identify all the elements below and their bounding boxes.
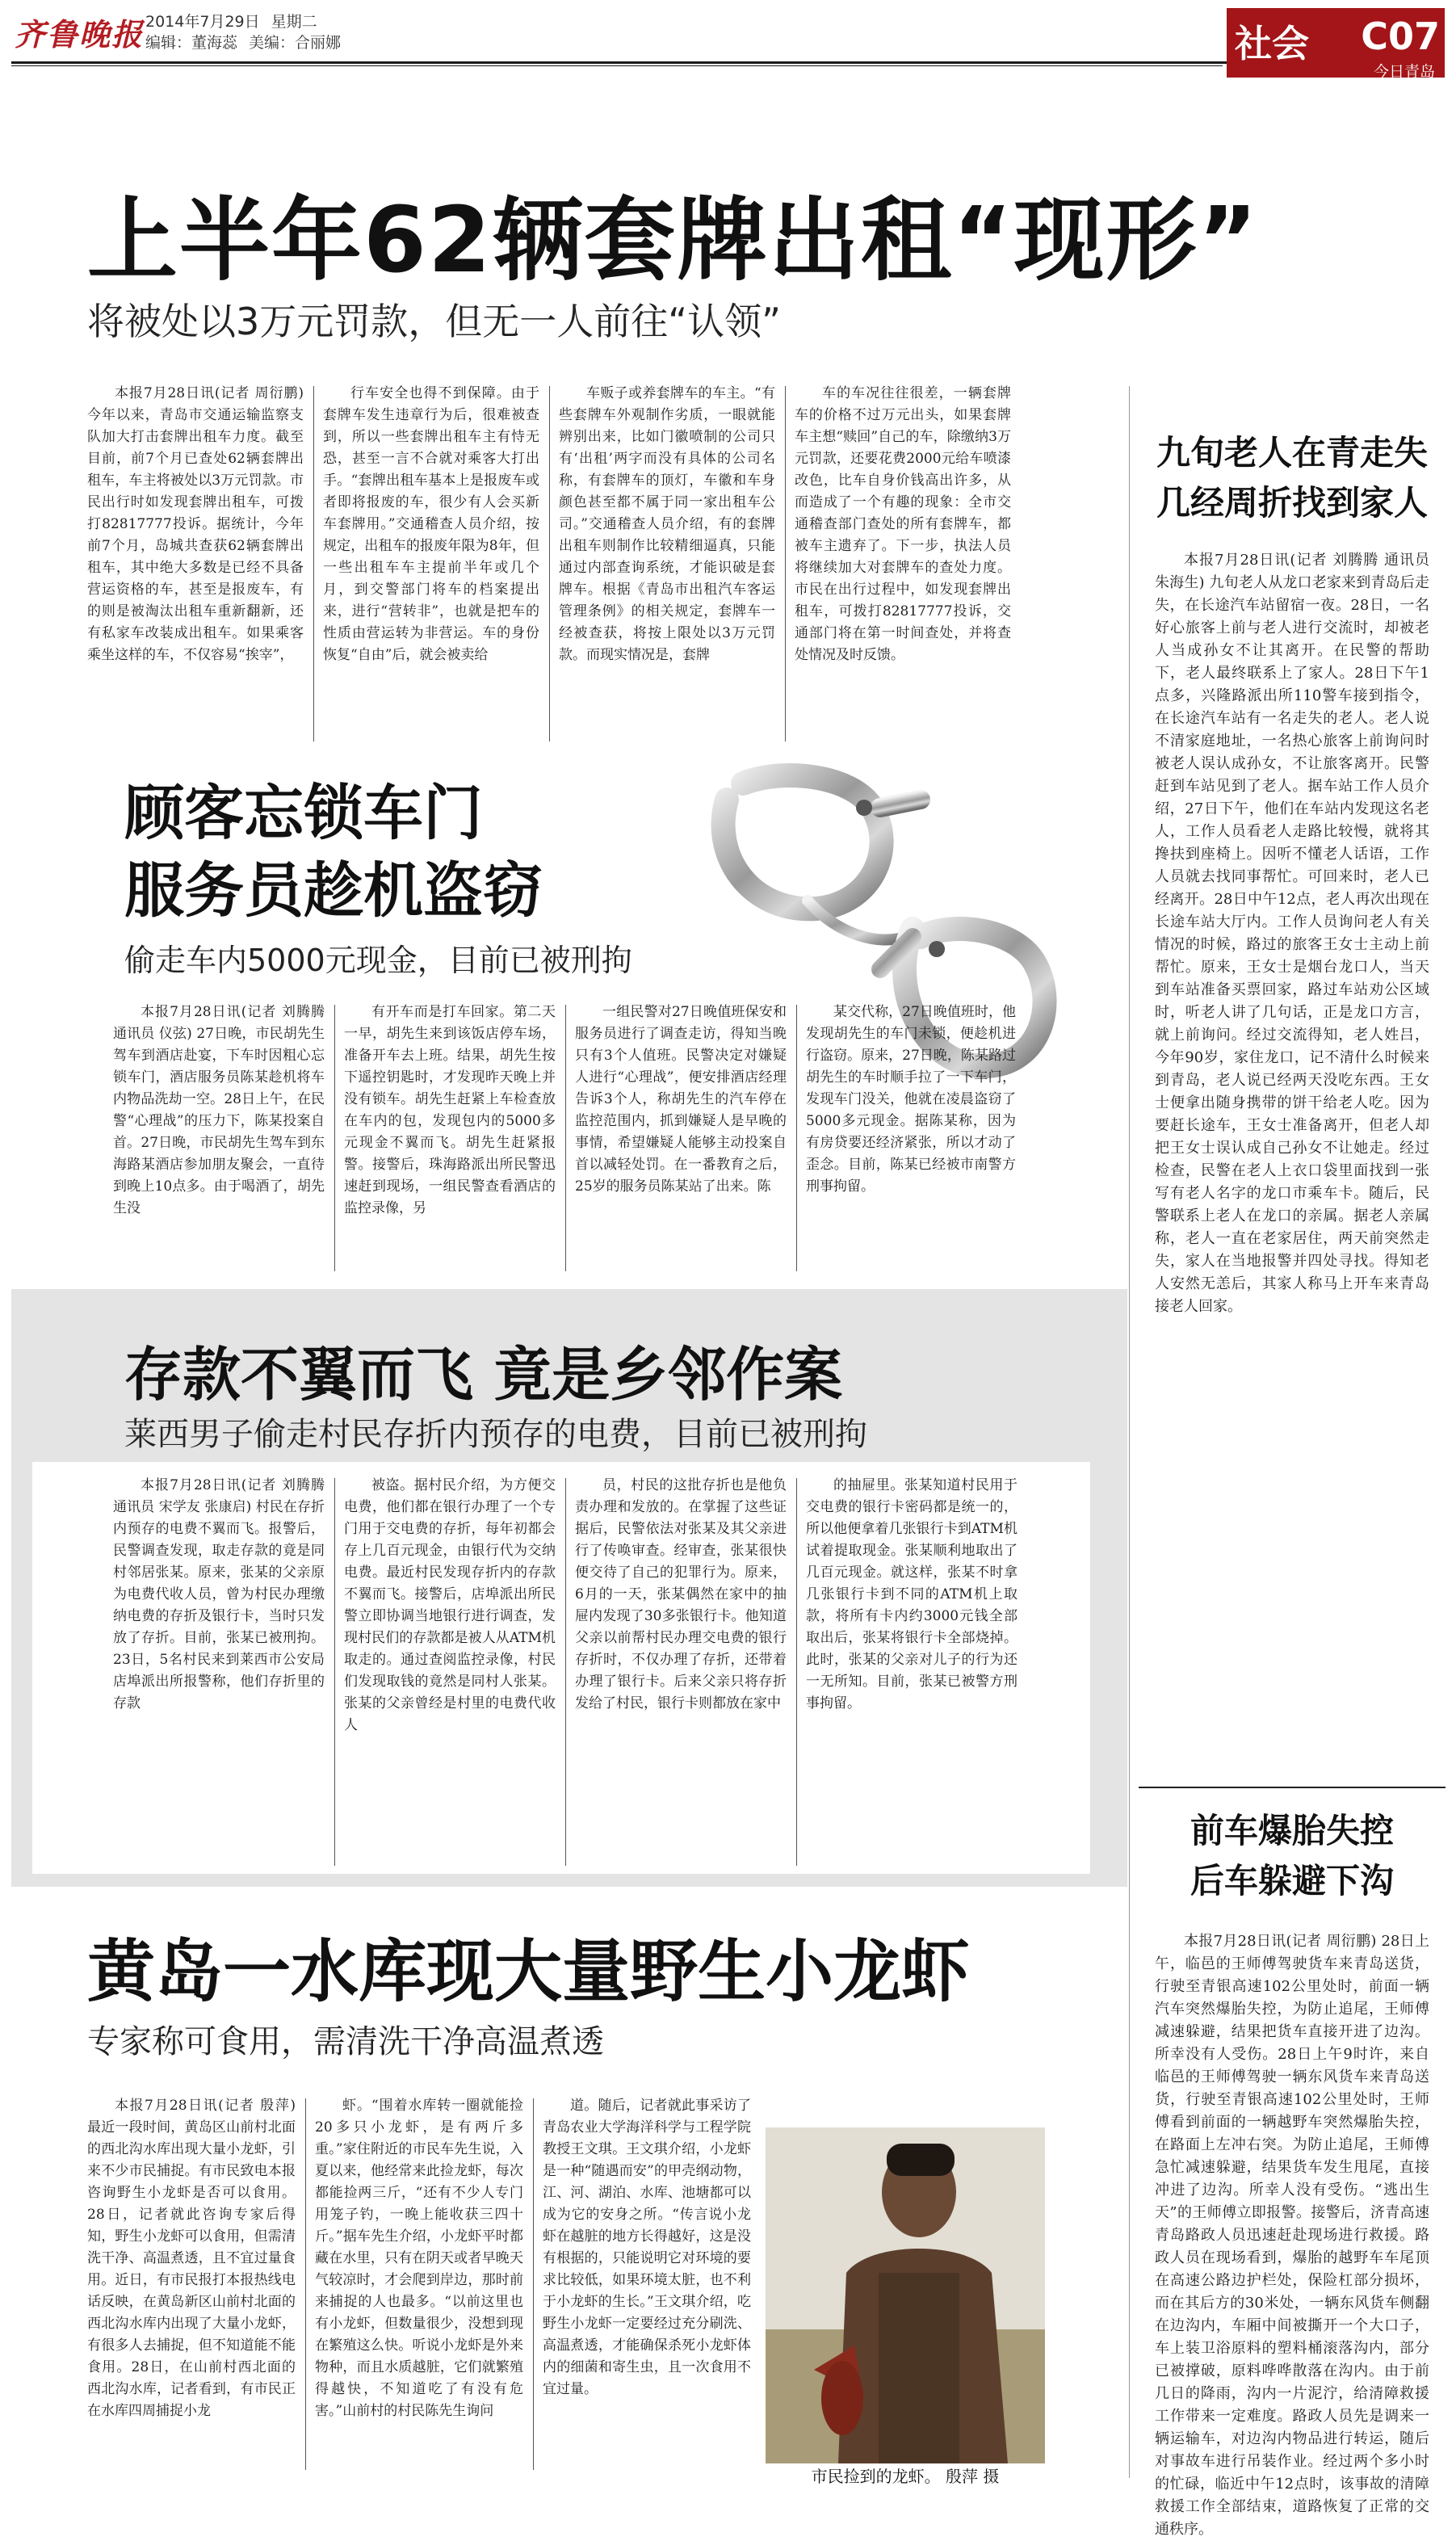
side1-headline-line2: 几经周折找到家人 <box>1156 483 1428 523</box>
article4-headline: 黄岛一水库现大量野生小龙虾 <box>87 1932 970 2011</box>
article2-col1-text: 本报7月28日讯(记者 刘腾腾 通讯员 仪弦) 27日晚，市民胡先生驾车到酒店赴宴，下车时因粗心忘锁车门，酒店服务员陈某趁机将车内物品洗劫一空。28日上午，在民警“心理战”的压力下，陈某投案自首。27日晚，市民胡先生驾车到东海路某酒店参加朋友聚会，一直待到晚上10点多。由于喝酒了，胡先生没 <box>113 1004 325 1216</box>
column-divider <box>334 1478 335 1866</box>
column-divider <box>334 1005 335 1271</box>
article4-col3-text: 道。随后，记者就此事采访了青岛农业大学海洋科学与工程学院教授王文琪。王文琪介绍，小龙虾是一种“随遇而安”的甲壳纲动物，江、河、湖泊、水库、池塘都可以成为它的安身之所。“传言说小龙虾在越脏的地方长得越好，这是没有根据的，只能说明它对环境的要求比较低，如果环境太脏，也不利于小龙虾的生长。”王文琪介绍，吃野生小龙虾一定要经过充分刷洗、高温煮透，才能确保杀死小龙虾体内的细菌和寄生虫，且一次食用不宜过量。 <box>543 2098 751 2397</box>
article3-col2-text: 被盗。据村民介绍，为方便交电费，他们都在银行办理了一个专门用于交电费的存折，每年初都会存上几百元现金，由银行代为交纳电费。最近村民发现存折内的存款不翼而飞。接警后，店埠派出所民警立即协调当地银行进行调查，发现村民们的存款都是被人从ATM机取走的。通过查阅监控录像，村民们发现取钱的竟然是同村人张某。张某的父亲曾经是村里的电费代收人 <box>344 1477 556 1733</box>
article2-headline-line1: 顾客忘锁车门 <box>124 779 483 848</box>
article1-col4-text: 车的车况往往很差，一辆套牌车的价格不过万元出头，如果套牌车主想“赎回”自己的车，除缴纳3万元罚款，还要花费2000元给车喷漆改色，比车自身价钱高出许多，从而造成了一个有趣的现象：全市交通稽查部门查处的所有套牌车，都被车主遗弃了。下一步，执法人员将继续加大对套牌车的查处力度。市民在出行过程中，如发现套牌出租车，可拨打82817777投诉，交通部门将在第一时间查处，并将查处情况及时反馈。 <box>795 385 1011 663</box>
column-divider <box>785 386 786 741</box>
article2-col2 <box>344 1002 556 1276</box>
column-divider <box>549 386 550 741</box>
photo-caption: 市民捡到的龙虾。 殷萍 摄 <box>811 2467 1000 2486</box>
side1-body-text: 本报7月28日讯(记者 刘腾腾 通讯员 朱海生) 九旬老人从龙口老家来到青岛后走失，在长途汽车站留宿一夜。28日，一名好心旅客上前与老人进行交流时，却被老人当成孙女不让其离开。在民警的帮助下，老人最终联系上了家人。28日下午1点多，兴隆路派出所110警车接到指令，在长途汽车站有一名走失的老人。老人说不清家庭地址，一名热心旅客上前询问时被老人误认成孙女，不让旅客离开。民警赶到车站见到了老人。据车站工作人员介绍，27日下午，他们在车站内发现这名老人，工作人员看老人走路比较慢，就将其搀扶到座椅上。因听不懂老人话语，工作人员就去找同事帮忙。可回来时，老人已经离开。28日中午12点，老人再次出现在长途车站大厅内。工作人员询问老人有关情况的时候，路过的旅客王女士主动上前帮忙。原来，王女士是烟台龙口人，当天到车站准备买票回家，路过车站劝公区域时，听老人讲了几句话，正是龙口方言，就上前询问。经过交流得知，老人姓吕，今年90岁，家住龙口，记不清什么时候来到青岛，老人说已经两天没吃东西。王女士便拿出随身携带的饼干给老人吃。因为要赶长途车，王女士准备离开，但老人却把王女士误认成自己孙女不让她走。经过检查，民警在老人上衣口袋里面找到一张写有老人名字的龙口市乘车卡。随后，民警联系上老人在龙口的亲属。据老人亲属称，老人一直在老家居住，两天前突然走失，家人在当地报警并四处寻找。得知老人安然无恙后，其家人称马上开车来青岛接老人回家。 <box>1155 552 1429 1315</box>
side2-body-text: 本报7月28日讯(记者 周衍鹏) 28日上午，临邑的王师傅驾驶货车来青岛送货，行驶至青银高速102公里处时，前面一辆汽车突然爆胎失控，为防止追尾，王师傅减速躲避，结果把货车直接开进了边沟。所幸没有人受伤。28日上午9时许，来自临邑的王师傅驾驶一辆东风货车来青岛送货，行驶至青银高速102公里处时，王师傅看到前面的一辆越野车突然爆胎失控，在路面上左冲右突。为防止追尾，王师傅急忙减速躲避，结果货车发生甩尾，直接冲进了边沟。所幸人没有受伤。“逃出生天”的王师傅立即报警。接警后，济青高速青岛路政人员迅速赶赴现场进行救援。路政人员在现场看到，爆胎的越野车车尾顶在高速公路边护栏处，保险杠部分损坏，而在其后方的30米处，一辆东风货车侧翻在边沟内，车厢中间被撕开一个大口子，车上装卫浴原料的塑料桶滚落沟内，部分已被撑破，原料哗哗散落在沟内。由于前几日的降雨，沟内一片泥泞，给清障救援工作带来一定难度。路政人员先是调来一辆运输车，对边沟内物品进行转运，随后对事故车进行吊装作业。经过两个多小时的忙碌，临近中午12点时，该事故的清障救援工作全部结束，道路恢复了正常的交通秩序。 <box>1155 1933 1429 2538</box>
column-divider <box>796 1478 797 1866</box>
article3-col1-text: 本报7月28日讯(记者 刘腾腾 通讯员 宋学友 张康启) 村民在存折内预存的电费不翼而飞。报警后，民警调查发现，取走存款的竟是同村邻居张某。原来，张某的父亲原为电费代收人员，曾为村民办理缴纳电费的存折及银行卡，当时只发放了存折。目前，张某已被刑拘。23日，5名村民来到莱西市公安局店埠派出所报警称，他们存折里的存款 <box>113 1477 325 1712</box>
column-divider <box>565 1478 566 1866</box>
side2-headline-line2: 后车躲避下沟 <box>1190 1861 1394 1900</box>
article3-headline: 存款不翼而飞 竟是乡邻作案 <box>124 1341 843 1409</box>
article1-col3-text: 车贩子或养套牌车的车主。“有些套牌车外观制作劣质，一眼就能辨别出来，比如门徽喷制的公司只有‘出租’两字而没有具体的公司名称，有套牌车的顶灯，车徽和车身颜色甚至都不属于同一家出租车公司。”交通稽查人员介绍，有的套牌出租车则制作比较精细逼真，只能通过内部查询系统，才能识破是套牌车。根据《青岛市出租汽车客运管理条例》的相关规定，套牌车一经被查获，将按上限处以3万元罚款。而现实情况是，套牌 <box>559 385 775 663</box>
side2-body <box>1155 1930 1429 2538</box>
article2-headline-line2: 服务员趁机盗窃 <box>124 856 543 926</box>
article1-col4 <box>795 383 1011 746</box>
article3-col3 <box>575 1475 787 1871</box>
article4-col3 <box>543 2095 751 2475</box>
article2-col4-text: 某交代称，27日晚值班时，他发现胡先生的车门未锁，便趁机进行盗窃。原来，27日晚，陈某路过胡先生的车时顺手拉了一下车门，发现车门没关，他就在凌晨盗窃了5000多元现金。据陈某称，因为有房贷要还经济紧张，所以才动了歪念。目前，陈某已经被市南警方刑事拘留。 <box>806 1004 1016 1195</box>
article3-subhead: 莱西男子偷走村民存折内预存的电费，目前已被刑拘 <box>124 1416 867 1453</box>
issue-date: 2014年7月29日 <box>145 13 260 31</box>
sidebar-separator <box>1139 1787 1446 1788</box>
article2-col4 <box>806 1002 1016 1276</box>
article1-subhead: 将被处以3万元罚款，但无一人前往“认领” <box>87 300 781 343</box>
article2-col2-text: 有开车而是打车回家。第二天一早，胡先生来到该饭店停车场，准备开车去上班。结果，胡先生按下遥控钥匙时，才发现昨天晚上并没有锁车。胡先生赶紧上车检查放在车内的包，发现包内的5000多元现金不翼而飞。胡先生赶紧报警。接警后，珠海路派出所民警迅速赶到现场，一组民警查看酒店的监控录像，另 <box>344 1004 556 1216</box>
article3-col3-text: 员，村民的这批存折也是他负责办理和发放的。在掌握了这些证据后，民警依法对张某及其父亲进行了传唤审查。经审查，张某很快便交待了自己的犯罪行为。原来，6月的一天，张某偶然在家中的抽屉内发现了30多张银行卡。他知道父亲以前帮村民办理交电费的银行存折时，不仅办理了存折，还带着办理了银行卡。后来父亲只将存折发给了村民，银行卡则都放在家中 <box>575 1477 787 1712</box>
article3-col4 <box>806 1475 1018 1871</box>
page-number: C07 <box>1361 15 1440 58</box>
article2-col3 <box>575 1002 787 1276</box>
article1-col1 <box>87 383 304 746</box>
article1-col2-text: 行车安全也得不到保障。由于套牌车发生违章行为后，很难被查到，所以一些套牌出租车主有恃无恐，甚至一言不合就对乘客大打出手。“套牌出租车基本上是报废车或者即将报废的车，很少有人会买新车套牌用。”交通稽查人员介绍，按规定，出租车的报废年限为8年，但一些出租车车主提前半年或几个月，到交警部门将车的档案提出来，进行“营转非”，也就是把车的性质由营运转为非营运。车的身份恢复“自由”后，就会被卖给 <box>323 385 539 663</box>
article4-subhead: 专家称可食用，需清洗干净高温煮透 <box>87 2023 604 2060</box>
column-divider <box>796 1005 797 1271</box>
article4-col1 <box>87 2095 296 2475</box>
issue-meta <box>145 11 352 53</box>
article1-headline: 上半年62辆套牌出租“现形” <box>87 188 1260 293</box>
crayfish-photo <box>766 2127 1045 2463</box>
sidebar-divider <box>1129 386 1130 2478</box>
column-divider <box>565 1005 566 1271</box>
article4-col2 <box>315 2095 523 2475</box>
article3-col2 <box>344 1475 556 1871</box>
newspaper-logo: 齐鲁晚报 <box>15 16 145 52</box>
editor-credit: 编辑：董海蕊 <box>145 34 238 52</box>
side1-body <box>1155 549 1429 1777</box>
masthead-rule-thin <box>11 65 1223 66</box>
article4-col1-text: 本报7月28日讯(记者 殷萍) 最近一段时间，黄岛区山前村北面的西北沟水库出现大量小龙虾，引来不少市民捕捉。有市民致电本报咨询野生小龙虾是否可以食用。28日，记者就此咨询专家后得知，野生小龙虾可以食用，但需清洗干净、高温煮透，且不宜过量食用。近日，有市民报打本报热线电话反映，在黄岛新区山前村北面的西北沟水库内出现了大量小龙虾，有很多人去捕捉，但不知道能不能食用。28日，在山前村西北面的西北沟水库，记者看到，有市民正在水库四周捕捉小龙 <box>87 2098 296 2419</box>
subsection-name: 今日青岛 <box>1373 63 1435 81</box>
article2-subhead: 偷走车内5000元现金，目前已被刑拘 <box>124 943 632 978</box>
column-divider <box>305 2098 306 2470</box>
article2-col1 <box>113 1002 325 1276</box>
column-divider <box>533 2098 534 2470</box>
person-holding-crayfish-illustration <box>766 2127 1045 2463</box>
article3-col4-text: 的抽屉里。张某知道村民用于交电费的银行卡密码都是统一的，所以他便拿着几张银行卡到ATM机试着提取现金。张某顺利地取出了几百元现金。就这样，张某不时拿几张银行卡到不同的ATM机上取款，将所有卡内约3000元钱全部取出后，张某将银行卡全部烧掉。此时，张某的父亲对儿子的行为还一无所知。目前，张某已被警方刑事拘留。 <box>806 1477 1018 1712</box>
article1-col3 <box>559 383 775 746</box>
article1-col1-text: 本报7月28日讯(记者 周衍鹏) 今年以来，青岛市交通运输监察支队加大打击套牌出租车力度。截至目前，前7个月已查处62辆套牌出租车，车主将被处以3万元罚款。市民出行时如发现套牌出租车，可拨打82817777投诉。据统计，今年前7个月，岛城共查获62辆套牌出租车，其中绝大多数是已经不具备营运资格的车，甚至是报废车，有的则是被淘汰出租车重新翻新，还有私家车改装成出租车。如果乘客乘坐这样的车，不仅容易“挨宰”， <box>87 385 304 663</box>
article1-col2 <box>323 383 539 746</box>
designer-credit: 美编：合丽娜 <box>249 34 342 52</box>
section-name: 社会 <box>1235 22 1309 65</box>
article2-col3-text: 一组民警对27日晚值班保安和服务员进行了调查走访，得知当晚只有3个人值班。民警决定对嫌疑人进行“心理战”，便安排酒店经理告诉3个人，称胡先生的汽车停在监控范围内，抓到嫌疑人是早晚的事情，希望嫌疑人能够主动投案自首以减轻处罚。在一番教育之后，25岁的服务员陈某站了出来。陈 <box>575 1004 787 1195</box>
section-badge <box>1227 8 1445 81</box>
article3-col1 <box>113 1475 325 1871</box>
issue-weekday: 星期二 <box>271 13 317 31</box>
column-divider <box>313 386 314 741</box>
side2-headline-line1: 前车爆胎失控 <box>1190 1811 1394 1850</box>
side1-headline-line1: 九旬老人在青走失 <box>1156 433 1428 472</box>
article4-col2-text: 虾。“围着水库转一圈就能捡20多只小龙虾，是有两斤多重。”家住附近的市民车先生说，入夏以来，他经常来此捡龙虾，每次都能捡两三斤，“还有不少人专门用笼子钓，一晚上能收获三四十斤。”据车先生介绍，小龙虾平时都藏在水里，只有在阴天或者早晚天气较凉时，才会爬到岸边，那时前来捕捉的人也最多。“以前这里也有小龙虾，但数量很少，没想到现在繁殖这么快。听说小龙虾是外来物种，而且水质越脏，它们就繁殖得越快，不知道吃了有没有危害。”山前村的村民陈先生询问 <box>315 2098 523 2419</box>
